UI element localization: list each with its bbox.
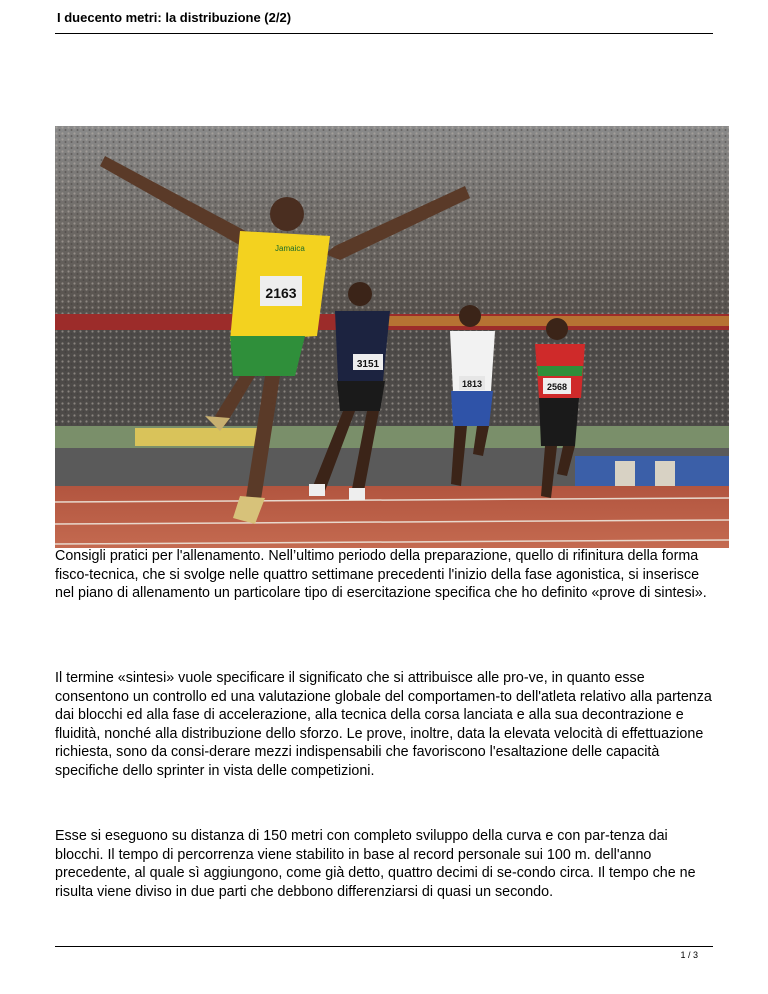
- bib-3151: 3151: [356, 359, 380, 370]
- footer-rule: [55, 946, 713, 947]
- bib-1813: 1813: [461, 379, 483, 389]
- jersey-text: Jamaica: [275, 244, 305, 253]
- paragraph-3: Esse si eseguono su distanza di 150 metri con completo sviluppo della curva e con par-tenza dai blocchi. Il tempo di percorrenza viene stabilito in base al record personale sui 100 m. dell'anno precedente, al quale sì aggiungono, come già detto, quattro decimi di se-condo circa. Il tempo che ne risulta viene diviso in due parti che debbono differenziarsi di quasi un secondo.: [55, 828, 696, 900]
- page-header-title: I duecento metri: la distribuzione (2/2): [57, 10, 292, 25]
- sprint-photo: [55, 126, 729, 548]
- bib-2568: 2568: [546, 382, 568, 392]
- page-number: 1 / 3: [680, 950, 698, 960]
- header-rule: [55, 33, 713, 34]
- bib-2163: 2163: [265, 285, 297, 301]
- paragraph-2: Il termine «sintesi» vuole specificare il significato che si attribuisce alle pro-ve, in quanto esse consentono un controllo ed una valutazione globale del comportamen-to dell'atleta relativo alla partenza dai blocchi ed alla fase di accelerazione, alla tecnica della corsa lanciata e alla sua decontrazione e fluidità, nonché alla distribuzione dello sforzo. Le prove, inoltre, data la elevata velocità di effettuazione richiesta, sono da consi-derare mezzi indispensabili che favoriscono l'esaltazione delle capacità specifiche dello sprinter in vista delle competizioni.: [55, 670, 712, 779]
- paragraph-1: Consigli pratici per l'allenamento. Nell’ultimo periodo della preparazione, quello di rifinitura della forma fisco-tecnica, che si svolge nelle quattro settimane precedenti l'inizio della fase agonistica, si inserisce nel piano di allenamento un particolare tipo di esercitazione specifica che ho definito «prove di sintesi».: [55, 548, 707, 601]
